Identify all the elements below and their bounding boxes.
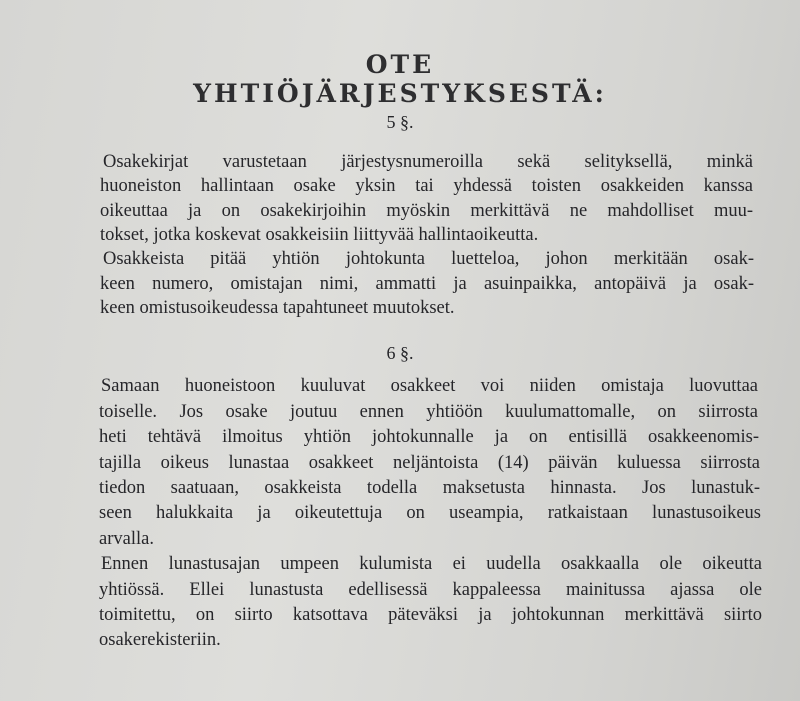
text-line: arvalla. [99, 529, 154, 549]
text-line: heti tehtävä ilmoitus yhtiön johtokunnalle ja on entisillä osakkeenomis- [99, 427, 759, 447]
document-title: OTE YHTIÖJÄRJESTYKSESTÄ: [193, 50, 607, 108]
text-line: Osakkeista pitää yhtiön johtokunta luetteloa, johon merkitään osak- [103, 249, 754, 269]
text-line: huoneiston hallintaan osake yksin tai yhdessä toisten osakkeiden kanssa [100, 176, 753, 196]
text-line: tajilla oikeus lunastaa osakkeet neljäntoista (14) päivän kuluessa siirrosta [99, 453, 760, 473]
text-line: keen numero, omistajan nimi, ammatti ja asuinpaikka, antopäivä ja osak- [100, 274, 754, 294]
text-line: tokset, jotka koskevat osakkeisiin liittyvää hallintaoikeutta. [100, 225, 539, 245]
text-line: toimitettu, on siirto katsottava päteväksi ja johtokunnan merkittävä siirto [99, 605, 762, 625]
text-line: oikeuttaa ja on osakekirjoihin myöskin merkittävä ne mahdolliset muu- [100, 201, 753, 221]
section-heading-5: 5 §. [386, 112, 414, 132]
text-line: osakerekisteriin. [99, 630, 221, 650]
text-line: yhtiössä. Ellei lunastusta edellisessä kappaleessa mainitussa ajassa ole [99, 580, 762, 600]
text-line: seen halukkaita ja oikeutettuja on useampia, ratkaistaan lunastusoikeus [99, 503, 761, 523]
text-line: tiedon saatuaan, osakkeista todella maksetusta hinnasta. Jos lunastuk- [99, 478, 760, 498]
text-line: keen omistusoikeudessa tapahtuneet muutokset. [100, 298, 455, 318]
text-line: Ennen lunastusajan umpeen kulumista ei uudella osakkaalla ole oikeutta [101, 554, 762, 574]
text-line: Osakekirjat varustetaan järjestysnumeroilla sekä selityksellä, minkä [103, 152, 753, 172]
text-line: Samaan huoneistoon kuuluvat osakkeet voi niiden omistaja luovuttaa [101, 376, 758, 396]
text-line: toiselle. Jos osake joutuu ennen yhtiöön kuulumattomalle, on siirrosta [99, 402, 758, 422]
section-heading-6: 6 §. [386, 343, 414, 363]
